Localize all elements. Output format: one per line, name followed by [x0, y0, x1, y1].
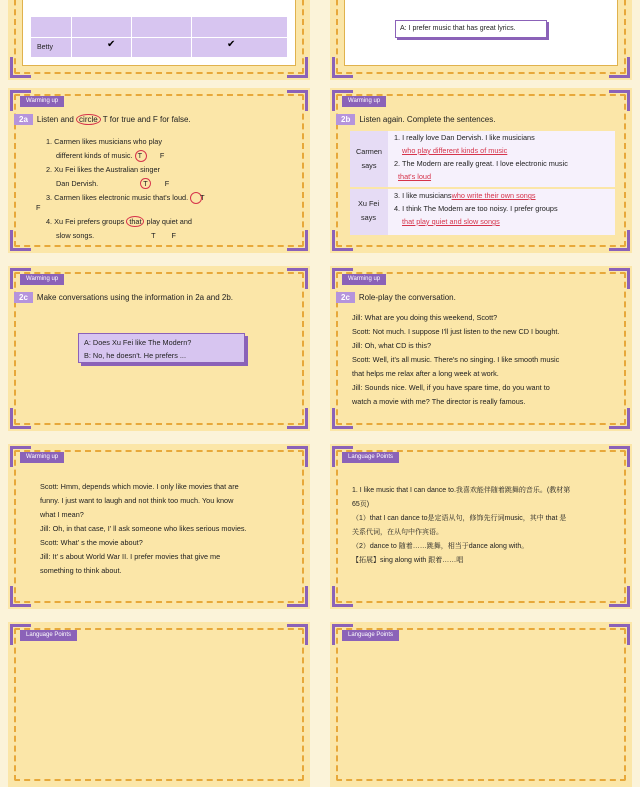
section-tag: Warming up	[342, 274, 386, 285]
section-tag: Language Points	[342, 452, 399, 463]
table-cell-name: Betty	[37, 44, 53, 51]
slide-language-points-2	[8, 622, 310, 787]
section-tag: Language Points	[20, 630, 77, 641]
exercise-heading: 2a Listen and circle T for true and F for false.	[14, 114, 191, 125]
slide-language-points-3	[330, 622, 632, 787]
check-icon: ✔	[107, 39, 116, 50]
exercise-heading: 2b Listen again. Complete the sentences.	[336, 114, 495, 125]
table-row-betty	[31, 17, 287, 57]
language-notes: 1. I like music that I can dance to.我喜欢能伴随着跳舞的音乐。(教材第 65页) （1）that I can dance to是定语从句，修饰先行词music，其中 that 是 关系代词，在从句中作宾语。 （2）dance to 随着……跳舞，相当于dance along with。 【拓展】sing along with 跟着……唱	[352, 487, 571, 564]
dialogue-text: Jill: What are you doing this weekend, Scott? Scott: Not much. I suppose I'll just listen to the new CD I bought. Jill: Oh, what CD is this? Scott: Well, it's all music. There's no singing. I like smooth music that helps me relax after a long week at work. Jill: Sounds nice. Well, if you have spare time, do you want to watch a movie with me? The director is really famous.	[352, 313, 560, 406]
section-tag: Warming up	[20, 96, 64, 107]
sample-dialogue: A: Does Xu Fei like The Modern? B: No, he doesn't. He prefers ...	[78, 333, 245, 363]
slide-answer	[330, 0, 632, 80]
exercise-heading: 2c Role-play the conversation.	[336, 292, 456, 303]
answer-box: A: I prefer music that has great lyrics.	[395, 20, 547, 38]
slide-table	[8, 0, 310, 80]
slide-2b	[330, 88, 632, 253]
slide-dialogue-cont	[8, 444, 310, 609]
section-tag: Warming up	[20, 274, 64, 285]
slide-2c-make	[8, 266, 310, 431]
dialogue-text: Scott: Hmm, depends which movie. I only like movies that are funny. I just want to laugh and not think too much. You know what I mean? Jill: Oh, in that case, I’ ll ask someone who likes serious movies. Scott: What’ s the movie about? Jill: It’ s about World War II. I prefer movies that give me something to think about.	[40, 482, 247, 575]
check-icon: ✔	[227, 39, 236, 50]
slide-2a	[8, 88, 310, 253]
section-tag: Warming up	[342, 96, 386, 107]
section-tag: Warming up	[20, 452, 64, 463]
exercise-heading: 2c Make conversations using the information in 2a and 2b.	[14, 292, 233, 303]
slide-2c-roleplay	[330, 266, 632, 431]
slide-language-points	[330, 444, 632, 609]
section-tag: Language Points	[342, 630, 399, 641]
question-list: 1. Carmen likes musicians who play different kinds of music. T F 2. Xu Fei likes the Australian singer Dan Dervish. T F 3. Carmen likes electronic music that's loud. T F 4. Xu Fei prefers groups that play quiet and slow songs. T F	[36, 137, 205, 240]
answer-table: Carmen says Xu Fei says 1. I really love Dan Dervish. I like musicians who play different kinds of music 2. The Modern are really great. I love electronic music that's loud 3. I like musicianswho write their own songs 4. I think The Modern are too noisy. I prefer groups that play quiet and slow songs	[350, 131, 615, 235]
